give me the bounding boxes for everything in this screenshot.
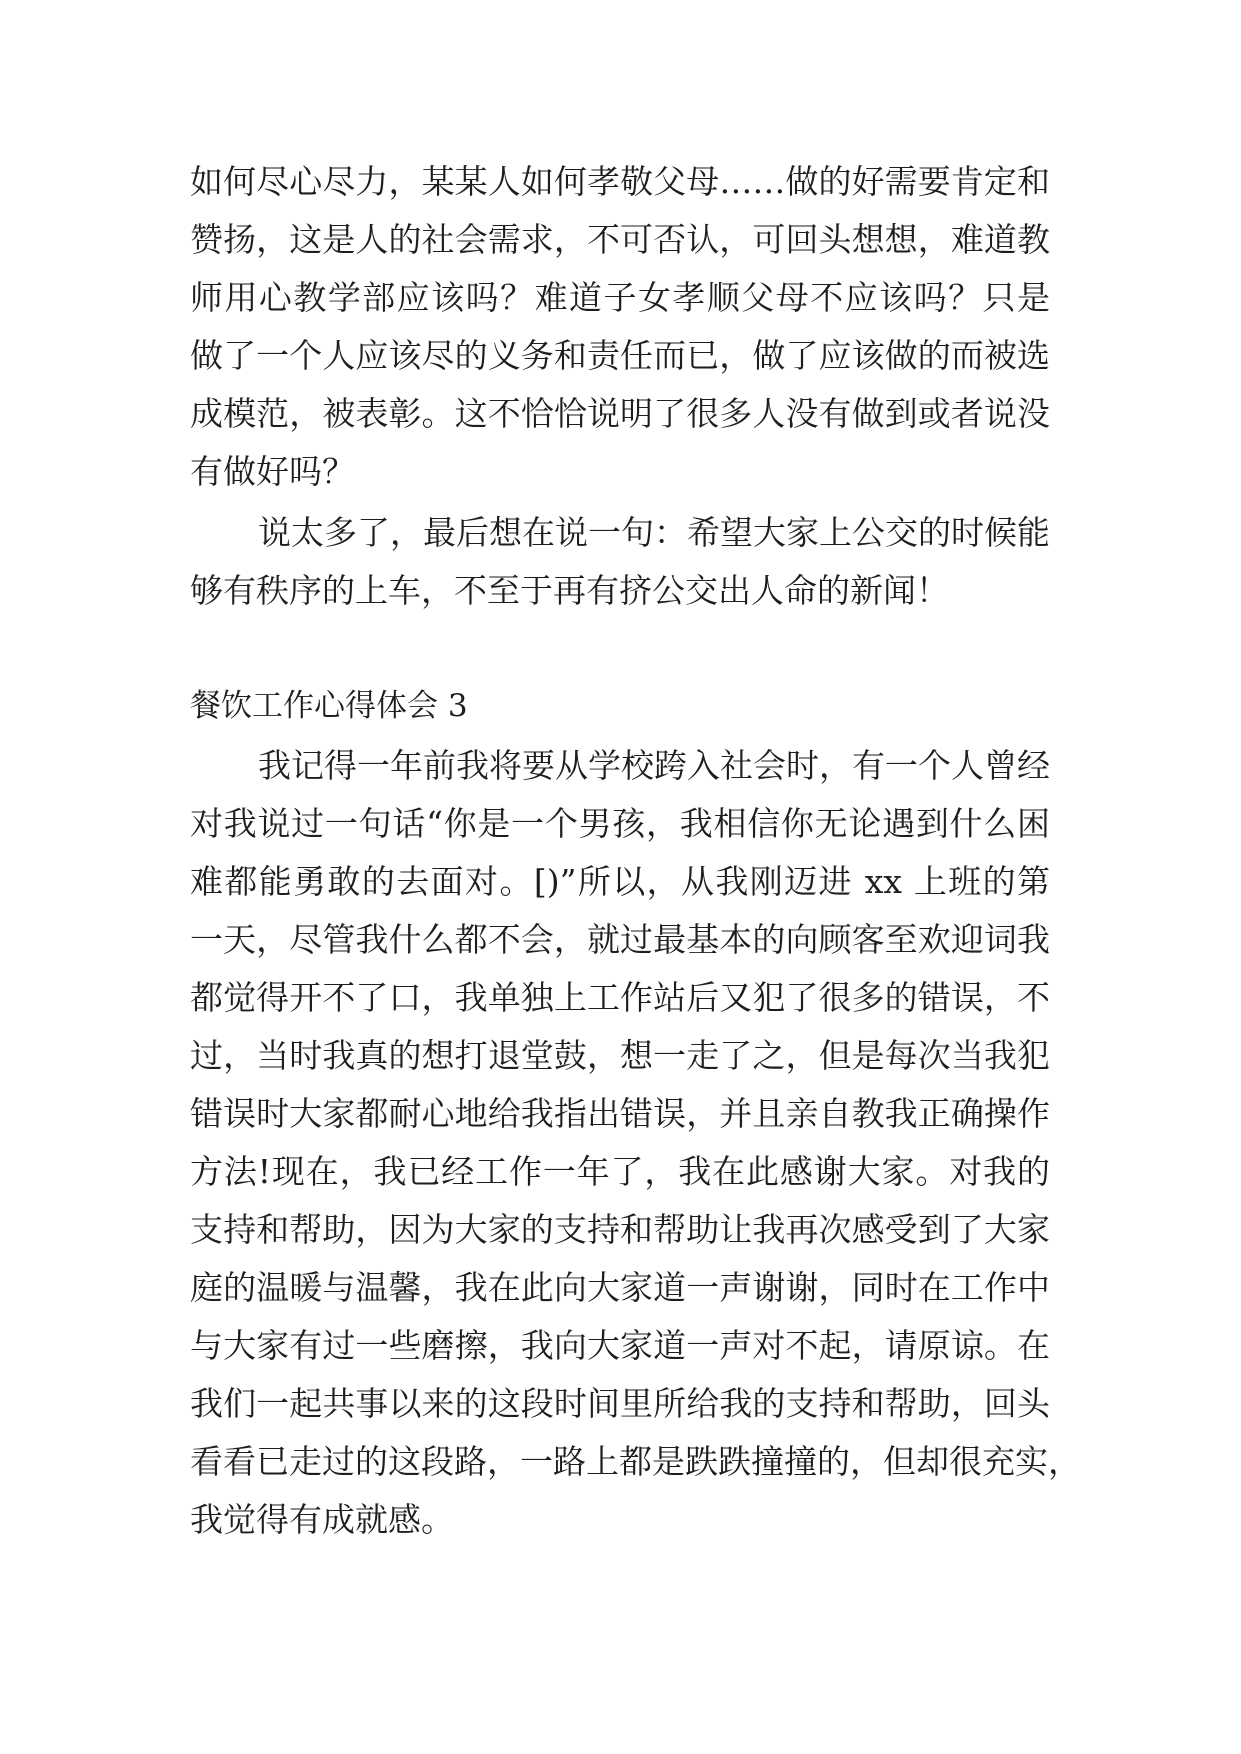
paragraph-3-line-13: 看看已走过的这段路，一路上都是跌跌撞撞的，但却很充实， (190, 1442, 1081, 1481)
paragraph-3-line-14: 我觉得有成就感。 (190, 1500, 454, 1539)
paragraph-3-line-8: 方法!现在，我已经工作一年了，我在此感谢大家。对我的 (190, 1152, 1050, 1191)
paragraph-3-line-10: 庭的温暖与温馨，我在此向大家道一声谢谢，同时在工作中 (190, 1268, 1050, 1307)
paragraph-3-line-2: 对我说过一句话“你是一个男孩，我相信你无论遇到什么困 (190, 804, 1050, 843)
paragraph-1-line-2: 赞扬，这是人的社会需求，不可否认，可回头想想，难道教 (190, 220, 1050, 259)
paragraph-1-line-1: 如何尽心尽力，某某人如何孝敬父母……做的好需要肯定和 (190, 162, 1050, 201)
paragraph-3-line-12: 我们一起共事以来的这段时间里所给我的支持和帮助，回头 (190, 1384, 1050, 1423)
section-heading: 餐饮工作心得体会 3 (190, 688, 468, 724)
paragraph-3-line-4: 一天，尽管我什么都不会，就过最基本的向顾客至欢迎词我 (190, 920, 1050, 959)
paragraph-2-line-1: 说太多了，最后想在说一句：希望大家上公交的时候能 (258, 513, 1050, 552)
paragraph-3-line-6: 过，当时我真的想打退堂鼓，想一走了之，但是每次当我犯 (190, 1036, 1050, 1075)
paragraph-1-line-3: 师用心教学部应该吗？难道子女孝顺父母不应该吗？只是 (190, 278, 1050, 317)
paragraph-3-line-9: 支持和帮助，因为大家的支持和帮助让我再次感受到了大家 (190, 1210, 1050, 1249)
paragraph-3-line-1: 我记得一年前我将要从学校跨入社会时，有一个人曾经 (258, 746, 1050, 785)
paragraph-3-line-7: 错误时大家都耐心地给我指出错误，并且亲自教我正确操作 (190, 1094, 1050, 1133)
paragraph-3-line-5: 都觉得开不了口，我单独上工作站后又犯了很多的错误，不 (190, 978, 1050, 1017)
paragraph-3-line-11: 与大家有过一些磨擦，我向大家道一声对不起，请原谅。在 (190, 1326, 1050, 1365)
paragraph-1-line-6: 有做好吗？ (190, 452, 355, 491)
paragraph-1-line-4: 做了一个人应该尽的义务和责任而已，做了应该做的而被选 (190, 336, 1050, 375)
paragraph-3-line-3: 难都能勇敢的去面对。[)”所以，从我刚迈进 xx 上班的第 (190, 862, 1050, 901)
paragraph-1-line-5: 成模范，被表彰。这不恰恰说明了很多人没有做到或者说没 (190, 394, 1050, 433)
paragraph-2-line-2: 够有秩序的上车，不至于再有挤公交出人命的新闻！ (190, 571, 949, 610)
